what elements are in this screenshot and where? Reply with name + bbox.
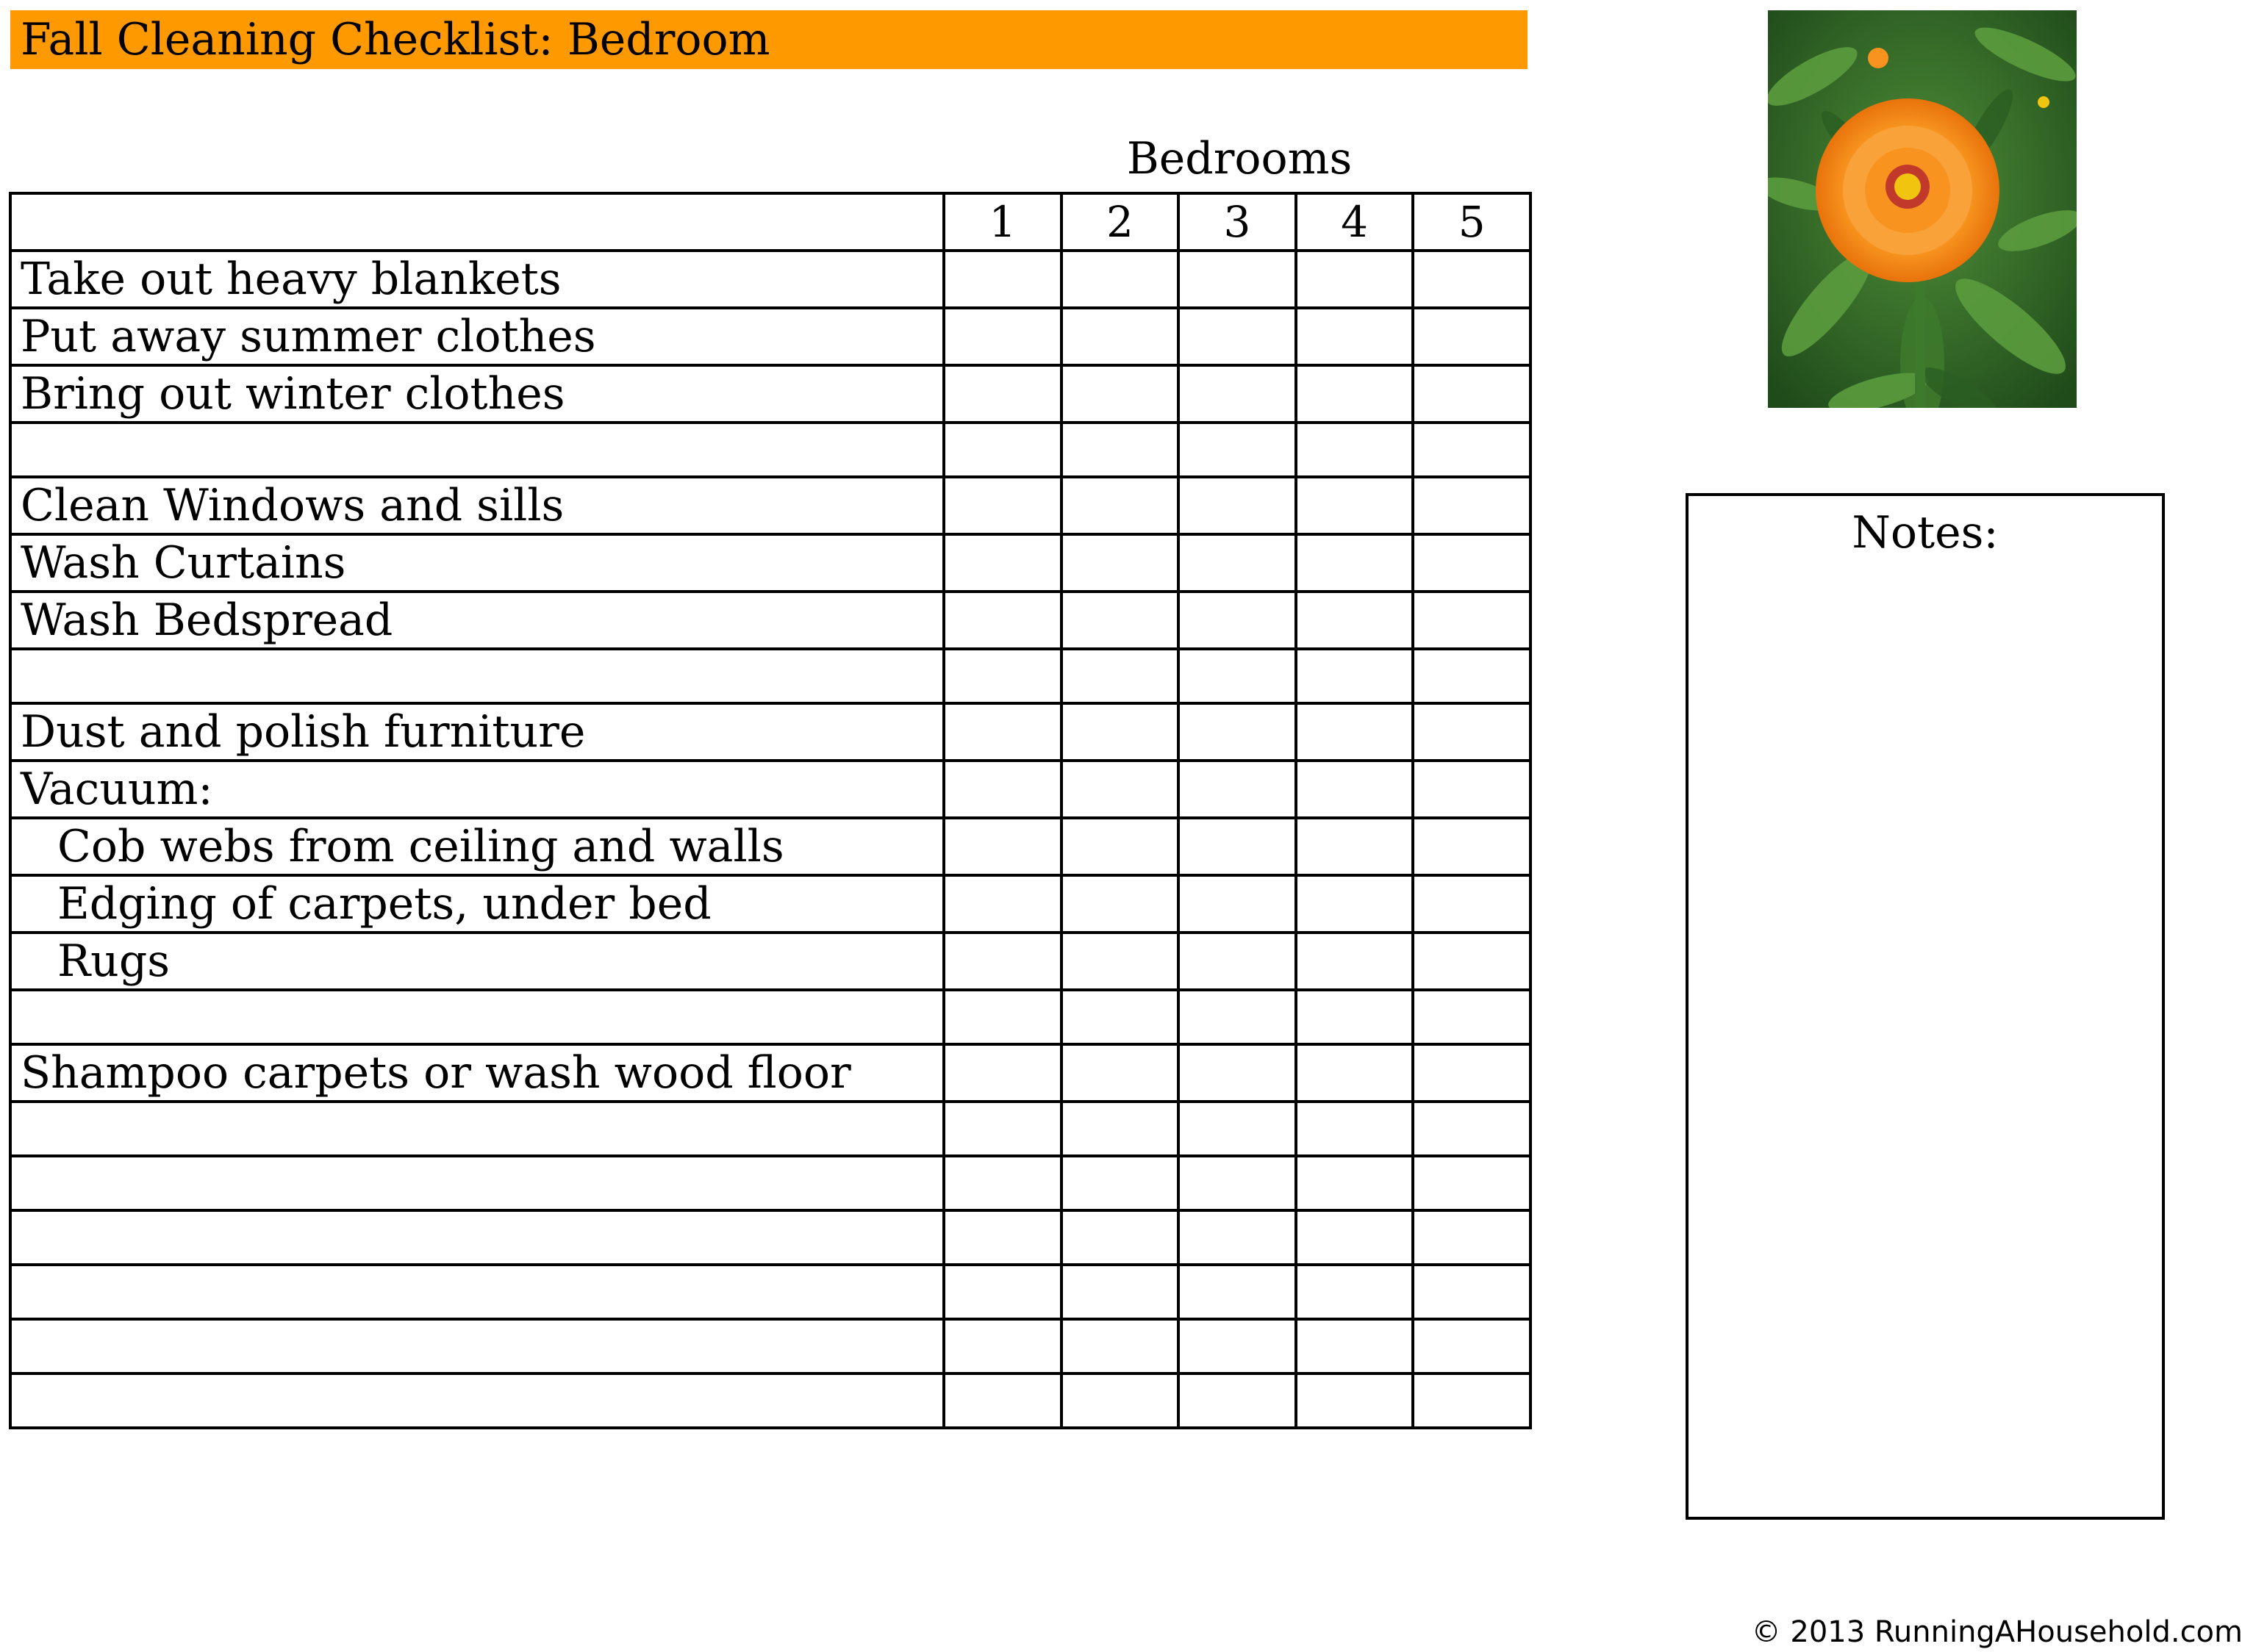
task-label: Take out heavy blankets [10,251,944,308]
checkbox-cell-bedroom-2[interactable] [1061,1210,1179,1265]
checkbox-cell-bedroom-1[interactable] [944,1210,1061,1265]
room-column-header-1: 1 [944,193,1061,251]
checkbox-cell-bedroom-3[interactable] [1178,1156,1296,1210]
checkbox-cell-bedroom-3[interactable] [1178,1102,1296,1156]
checkbox-cell-bedroom-1[interactable] [944,592,1061,649]
task-label [10,1156,944,1210]
task-label: Bring out winter clothes [10,365,944,423]
checkbox-cell-bedroom-5[interactable] [1413,251,1530,308]
task-label [10,1319,944,1373]
checkbox-cell-bedroom-5[interactable] [1413,649,1530,703]
table-row [10,1319,1530,1373]
task-label [10,1373,944,1428]
checkbox-cell-bedroom-1[interactable] [944,477,1061,534]
checkbox-cell-bedroom-2[interactable] [1061,1102,1179,1156]
table-row [10,761,1530,818]
checkbox-cell-bedroom-4[interactable] [1296,251,1414,308]
zinnia-flower-photo [1768,10,2077,408]
checkbox-cell-bedroom-2[interactable] [1061,251,1179,308]
table-row [10,1102,1530,1156]
room-column-header-2: 2 [1061,193,1179,251]
table-row [10,365,1530,423]
checkbox-cell-bedroom-3[interactable] [1178,477,1296,534]
table-row [10,423,1530,477]
checkbox-cell-bedroom-1[interactable] [944,1044,1061,1102]
checkbox-cell-bedroom-4[interactable] [1296,1373,1414,1428]
checkbox-cell-bedroom-1[interactable] [944,649,1061,703]
checkbox-cell-bedroom-3[interactable] [1178,875,1296,933]
checkbox-cell-bedroom-5[interactable] [1413,592,1530,649]
checkbox-cell-bedroom-5[interactable] [1413,477,1530,534]
table-row [10,818,1530,875]
checkbox-cell-bedroom-1[interactable] [944,875,1061,933]
checkbox-cell-bedroom-3[interactable] [1178,649,1296,703]
checkbox-cell-bedroom-3[interactable] [1178,703,1296,761]
checkbox-cell-bedroom-5[interactable] [1413,761,1530,818]
checkbox-cell-bedroom-4[interactable] [1296,1156,1414,1210]
checkbox-cell-bedroom-4[interactable] [1296,649,1414,703]
checkbox-cell-bedroom-3[interactable] [1178,1044,1296,1102]
table-row [10,703,1530,761]
checkbox-cell-bedroom-4[interactable] [1296,1044,1414,1102]
checkbox-cell-bedroom-5[interactable] [1413,1373,1530,1428]
checkbox-cell-bedroom-1[interactable] [944,818,1061,875]
task-label [10,1102,944,1156]
checkbox-cell-bedroom-3[interactable] [1178,761,1296,818]
checkbox-cell-bedroom-4[interactable] [1296,534,1414,592]
table-row [10,990,1530,1044]
table-row [10,1156,1530,1210]
checkbox-cell-bedroom-2[interactable] [1061,703,1179,761]
checkbox-cell-bedroom-5[interactable] [1413,1319,1530,1373]
checkbox-cell-bedroom-3[interactable] [1178,423,1296,477]
table-row [10,251,1530,308]
task-label [10,990,944,1044]
table-row [10,592,1530,649]
page-title: Fall Cleaning Checklist: Bedroom [10,10,1528,69]
checkbox-cell-bedroom-1[interactable] [944,990,1061,1044]
checkbox-cell-bedroom-4[interactable] [1296,1265,1414,1319]
checkbox-cell-bedroom-2[interactable] [1061,592,1179,649]
checkbox-cell-bedroom-1[interactable] [944,534,1061,592]
checkbox-cell-bedroom-4[interactable] [1296,308,1414,365]
checkbox-cell-bedroom-4[interactable] [1296,365,1414,423]
checkbox-cell-bedroom-1[interactable] [944,365,1061,423]
checkbox-cell-bedroom-1[interactable] [944,933,1061,990]
checkbox-cell-bedroom-3[interactable] [1178,251,1296,308]
checkbox-cell-bedroom-4[interactable] [1296,1319,1414,1373]
checkbox-cell-bedroom-1[interactable] [944,1102,1061,1156]
task-label: Rugs [10,933,944,990]
checkbox-cell-bedroom-1[interactable] [944,251,1061,308]
checkbox-cell-bedroom-3[interactable] [1178,818,1296,875]
checkbox-cell-bedroom-2[interactable] [1061,933,1179,990]
checkbox-cell-bedroom-4[interactable] [1296,423,1414,477]
checkbox-cell-bedroom-2[interactable] [1061,1044,1179,1102]
checkbox-cell-bedroom-2[interactable] [1061,477,1179,534]
checkbox-cell-bedroom-4[interactable] [1296,477,1414,534]
room-column-header-3: 3 [1178,193,1296,251]
checkbox-cell-bedroom-1[interactable] [944,308,1061,365]
checkbox-cell-bedroom-2[interactable] [1061,1373,1179,1428]
checkbox-cell-bedroom-5[interactable] [1413,308,1530,365]
checkbox-cell-bedroom-4[interactable] [1296,703,1414,761]
checkbox-cell-bedroom-2[interactable] [1061,423,1179,477]
checkbox-cell-bedroom-5[interactable] [1413,1102,1530,1156]
table-row [10,477,1530,534]
checkbox-cell-bedroom-1[interactable] [944,1156,1061,1210]
header-task-cell [10,193,944,251]
checkbox-cell-bedroom-2[interactable] [1061,308,1179,365]
table-row [10,308,1530,365]
checkbox-cell-bedroom-3[interactable] [1178,308,1296,365]
room-column-header-5: 5 [1413,193,1530,251]
checkbox-cell-bedroom-5[interactable] [1413,1044,1530,1102]
checkbox-cell-bedroom-2[interactable] [1061,1319,1179,1373]
table-row [10,1044,1530,1102]
table-row [10,933,1530,990]
table-row [10,534,1530,592]
task-label [10,1265,944,1319]
task-label [10,649,944,703]
checkbox-cell-bedroom-3[interactable] [1178,990,1296,1044]
notes-box[interactable] [1686,493,2165,1520]
checkbox-cell-bedroom-5[interactable] [1413,1265,1530,1319]
table-row [10,1265,1530,1319]
checkbox-cell-bedroom-4[interactable] [1296,875,1414,933]
checkbox-cell-bedroom-2[interactable] [1061,990,1179,1044]
checkbox-cell-bedroom-2[interactable] [1061,365,1179,423]
checkbox-cell-bedroom-2[interactable] [1061,761,1179,818]
checkbox-cell-bedroom-5[interactable] [1413,534,1530,592]
checkbox-cell-bedroom-4[interactable] [1296,818,1414,875]
checkbox-cell-bedroom-4[interactable] [1296,1210,1414,1265]
cleaning-checklist-table [9,192,1532,1429]
checkbox-cell-bedroom-4[interactable] [1296,990,1414,1044]
checkbox-cell-bedroom-1[interactable] [944,1373,1061,1428]
checkbox-cell-bedroom-3[interactable] [1178,1373,1296,1428]
checkbox-cell-bedroom-1[interactable] [944,703,1061,761]
checkbox-cell-bedroom-5[interactable] [1413,818,1530,875]
task-label: Clean Windows and sills [10,477,944,534]
checkbox-cell-bedroom-5[interactable] [1413,933,1530,990]
checkbox-cell-bedroom-2[interactable] [1061,875,1179,933]
header-row [10,193,1530,251]
checkbox-cell-bedroom-5[interactable] [1413,423,1530,477]
copyright-footer: © 2013 RunningAHousehold.com [1751,1615,2243,1649]
checkbox-cell-bedroom-5[interactable] [1413,703,1530,761]
checkbox-cell-bedroom-5[interactable] [1413,365,1530,423]
task-label: Wash Bedspread [10,592,944,649]
table-row [10,1373,1530,1428]
checkbox-cell-bedroom-5[interactable] [1413,1156,1530,1210]
table-row [10,1210,1530,1265]
checkbox-cell-bedroom-3[interactable] [1178,534,1296,592]
checkbox-cell-bedroom-5[interactable] [1413,875,1530,933]
task-label: Shampoo carpets or wash wood floor [10,1044,944,1102]
checkbox-cell-bedroom-1[interactable] [944,1319,1061,1373]
checkbox-cell-bedroom-2[interactable] [1061,1156,1179,1210]
checkbox-cell-bedroom-3[interactable] [1178,1319,1296,1373]
checkbox-cell-bedroom-1[interactable] [944,1265,1061,1319]
task-label: Vacuum: [10,761,944,818]
checkbox-cell-bedroom-4[interactable] [1296,592,1414,649]
checkbox-cell-bedroom-3[interactable] [1178,592,1296,649]
checkbox-cell-bedroom-4[interactable] [1296,933,1414,990]
task-label: Put away summer clothes [10,308,944,365]
checkbox-cell-bedroom-5[interactable] [1413,1210,1530,1265]
table-row [10,875,1530,933]
checkbox-cell-bedroom-2[interactable] [1061,818,1179,875]
task-label: Wash Curtains [10,534,944,592]
checkbox-cell-bedroom-2[interactable] [1061,534,1179,592]
task-label: Cob webs from ceiling and walls [10,818,944,875]
task-label [10,1210,944,1265]
room-column-header-4: 4 [1296,193,1414,251]
task-label: Dust and polish furniture [10,703,944,761]
checkbox-cell-bedroom-1[interactable] [944,423,1061,477]
notes-label: Notes: [1852,507,1999,559]
checkbox-cell-bedroom-3[interactable] [1178,1265,1296,1319]
checkbox-cell-bedroom-2[interactable] [1061,649,1179,703]
checkbox-cell-bedroom-3[interactable] [1178,1210,1296,1265]
checkbox-cell-bedroom-4[interactable] [1296,761,1414,818]
checkbox-cell-bedroom-3[interactable] [1178,365,1296,423]
checkbox-cell-bedroom-1[interactable] [944,761,1061,818]
bedrooms-column-group-label: Bedrooms [1126,133,1353,184]
task-label [10,423,944,477]
checkbox-cell-bedroom-4[interactable] [1296,1102,1414,1156]
checkbox-cell-bedroom-2[interactable] [1061,1265,1179,1319]
task-label: Edging of carpets, under bed [10,875,944,933]
checkbox-cell-bedroom-3[interactable] [1178,933,1296,990]
table-row [10,649,1530,703]
checkbox-cell-bedroom-5[interactable] [1413,990,1530,1044]
